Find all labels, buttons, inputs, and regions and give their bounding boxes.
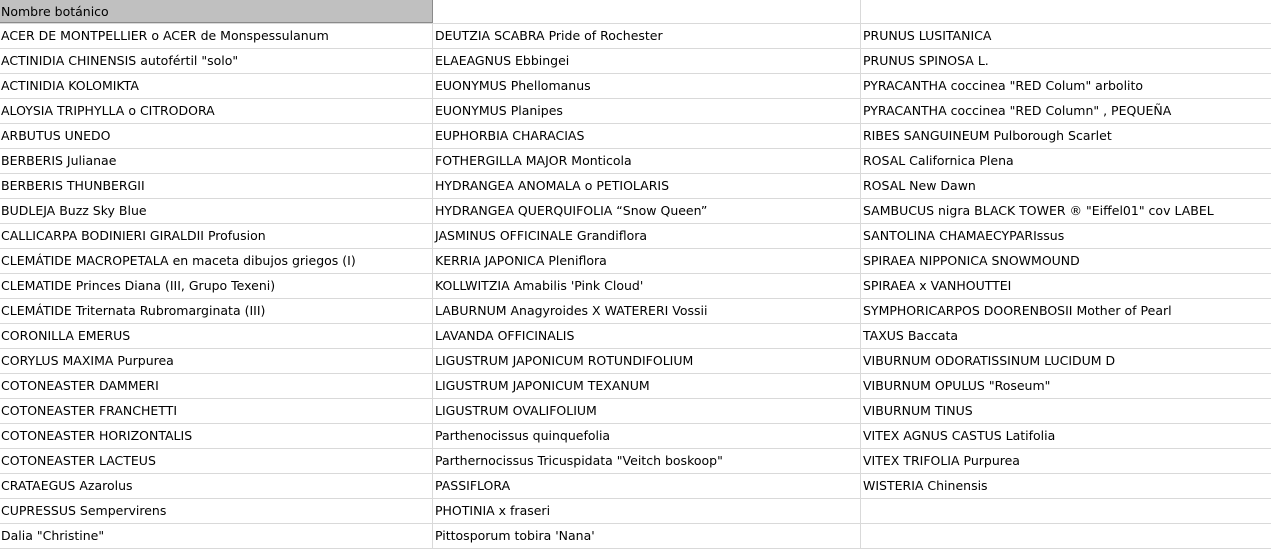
table-cell[interactable]: ROSAL Californica Plena [863, 153, 1014, 168]
table-cell[interactable]: BERBERIS THUNBERGII [0, 174, 433, 198]
table-row [0, 449, 1271, 474]
table-cell[interactable]: LIGUSTRUM OVALIFOLIUM [433, 399, 861, 423]
table-row [0, 349, 1271, 374]
table-cell[interactable]: EUONYMUS Phellomanus [433, 74, 861, 98]
table-cell[interactable]: ACTINIDIA KOLOMIKTA [0, 74, 433, 98]
table-cell[interactable]: FOTHERGILLA MAJOR Monticola [433, 149, 861, 173]
table-cell[interactable]: VITEX TRIFOLIA Purpurea [863, 453, 1020, 468]
header-cell-b[interactable] [433, 0, 861, 23]
table-row [0, 124, 1271, 149]
table-cell[interactable]: TAXUS Baccata [863, 328, 959, 343]
table-cell[interactable] [861, 499, 1271, 523]
header-row [0, 0, 1271, 24]
table-cell[interactable]: ARBUTUS UNEDO [0, 124, 433, 148]
table-cell[interactable]: COTONEASTER HORIZONTALIS [0, 424, 433, 448]
table-cell[interactable]: CLEMÁTIDE Triternata Rubromarginata (III) [0, 299, 433, 323]
table-cell[interactable]: ROSAL New Dawn [863, 178, 976, 193]
table-cell[interactable]: SPIRAEA x VANHOUTTEI [863, 278, 1012, 293]
table-cell[interactable]: CALLICARPA BODINIERI GIRALDII Profusion [0, 224, 433, 248]
table-row [0, 274, 1271, 299]
table-cell[interactable]: PRUNUS LUSITANICA [863, 28, 992, 43]
table-row [0, 324, 1271, 349]
table-cell[interactable]: PYRACANTHA coccinea "RED Column" , PEQUEÑA [863, 103, 1172, 118]
table-cell[interactable]: ACTINIDIA CHINENSIS autofértil "solo" [0, 49, 433, 73]
table-row [0, 99, 1271, 124]
table-row [0, 499, 1271, 524]
table-cell[interactable]: ACER DE MONTPELLIER o ACER de Monspessulanum [0, 24, 433, 48]
table-cell[interactable]: HYDRANGEA QUERQUIFOLIA “Snow Queen” [433, 199, 861, 223]
header-cell-c[interactable] [861, 0, 1271, 23]
table-cell[interactable]: PYRACANTHA coccinea "RED Colum" arbolito [863, 78, 1144, 93]
table-cell[interactable]: VIBURNUM OPULUS "Roseum" [863, 378, 1051, 393]
table-cell[interactable]: PASSIFLORA [433, 474, 861, 498]
table-row [0, 299, 1271, 324]
table-cell[interactable]: SYMPHORICARPOS DOORENBOSII Mother of Pearl [863, 303, 1172, 318]
table-cell[interactable]: CLEMÁTIDE MACROPETALA en maceta dibujos griegos (I) [0, 249, 433, 273]
table-cell[interactable]: Parthernocissus Tricuspidata "Veitch boskoop" [433, 449, 861, 473]
table-cell[interactable]: DEUTZIA SCABRA Pride of Rochester [433, 24, 861, 48]
header-cell-botanical-name[interactable]: Nombre botánico [0, 0, 433, 23]
table-row [0, 224, 1271, 249]
table-cell[interactable] [861, 524, 1271, 548]
table-cell[interactable]: VIBURNUM TINUS [863, 403, 973, 418]
table-cell[interactable]: SPIRAEA NIPPONICA SNOWMOUND [863, 253, 1080, 268]
table-cell[interactable]: LAVANDA OFFICINALIS [433, 324, 861, 348]
table-cell[interactable]: VIBURNUM ODORATISSINUM LUCIDUM D [863, 353, 1116, 368]
table-cell[interactable]: CORONILLA EMERUS [0, 324, 433, 348]
table-cell[interactable]: CUPRESSUS Sempervirens [0, 499, 433, 523]
table-cell[interactable]: SAMBUCUS nigra BLACK TOWER ® "Eiffel01" cov LABEL [863, 203, 1214, 218]
table-cell[interactable]: ALOYSIA TRIPHYLLA o CITRODORA [0, 99, 433, 123]
table-cell[interactable]: VITEX AGNUS CASTUS Latifolia [863, 428, 1056, 443]
table-cell[interactable]: ELAEAGNUS Ebbingei [433, 49, 861, 73]
table-cell[interactable]: PHOTINIA x fraseri [433, 499, 861, 523]
table-cell[interactable]: BERBERIS Julianae [0, 149, 433, 173]
table-cell[interactable]: COTONEASTER LACTEUS [0, 449, 433, 473]
table-cell[interactable]: WISTERIA Chinensis [863, 478, 988, 493]
table-row [0, 424, 1271, 449]
table-row [0, 174, 1271, 199]
table-row [0, 24, 1271, 49]
table-cell[interactable]: Pittosporum tobira 'Nana' [433, 524, 861, 548]
table-row [0, 474, 1271, 499]
table-row [0, 199, 1271, 224]
table-cell[interactable]: COTONEASTER DAMMERI [0, 374, 433, 398]
table-cell[interactable]: COTONEASTER FRANCHETTI [0, 399, 433, 423]
table-row [0, 74, 1271, 99]
table-cell[interactable]: CRATAEGUS Azarolus [0, 474, 433, 498]
table-cell[interactable]: CLEMATIDE Princes Diana (III, Grupo Texeni) [0, 274, 433, 298]
table-cell[interactable]: RIBES SANGUINEUM Pulborough Scarlet [863, 128, 1112, 143]
table-cell[interactable]: LABURNUM Anagyroides X WATERERI Vossii [433, 299, 861, 323]
table-cell[interactable]: HYDRANGEA ANOMALA o PETIOLARIS [433, 174, 861, 198]
table-cell[interactable]: CORYLUS MAXIMA Purpurea [0, 349, 433, 373]
table-row [0, 374, 1271, 399]
table-cell[interactable]: KERRIA JAPONICA Pleniflora [433, 249, 861, 273]
table-row [0, 49, 1271, 74]
table-cell[interactable]: Dalia "Christine" [0, 524, 433, 548]
table-cell[interactable]: EUONYMUS Planipes [433, 99, 861, 123]
table-body [0, 24, 1271, 549]
table-row [0, 524, 1271, 549]
table-cell[interactable]: PRUNUS SPINOSA L. [863, 53, 989, 68]
table-cell[interactable]: SANTOLINA CHAMAECYPARIssus [863, 228, 1065, 243]
table-row [0, 149, 1271, 174]
table-row [0, 249, 1271, 274]
table-cell[interactable]: JASMINUS OFFICINALE Grandiflora [433, 224, 861, 248]
table-row [0, 399, 1271, 424]
table-cell[interactable]: BUDLEJA Buzz Sky Blue [0, 199, 433, 223]
table-cell[interactable]: Parthenocissus quinquefolia [433, 424, 861, 448]
table-cell[interactable]: LIGUSTRUM JAPONICUM TEXANUM [433, 374, 861, 398]
table-cell[interactable]: KOLLWITZIA Amabilis 'Pink Cloud' [433, 274, 861, 298]
table-cell[interactable]: LIGUSTRUM JAPONICUM ROTUNDIFOLIUM [433, 349, 861, 373]
table-cell[interactable]: EUPHORBIA CHARACIAS [433, 124, 861, 148]
